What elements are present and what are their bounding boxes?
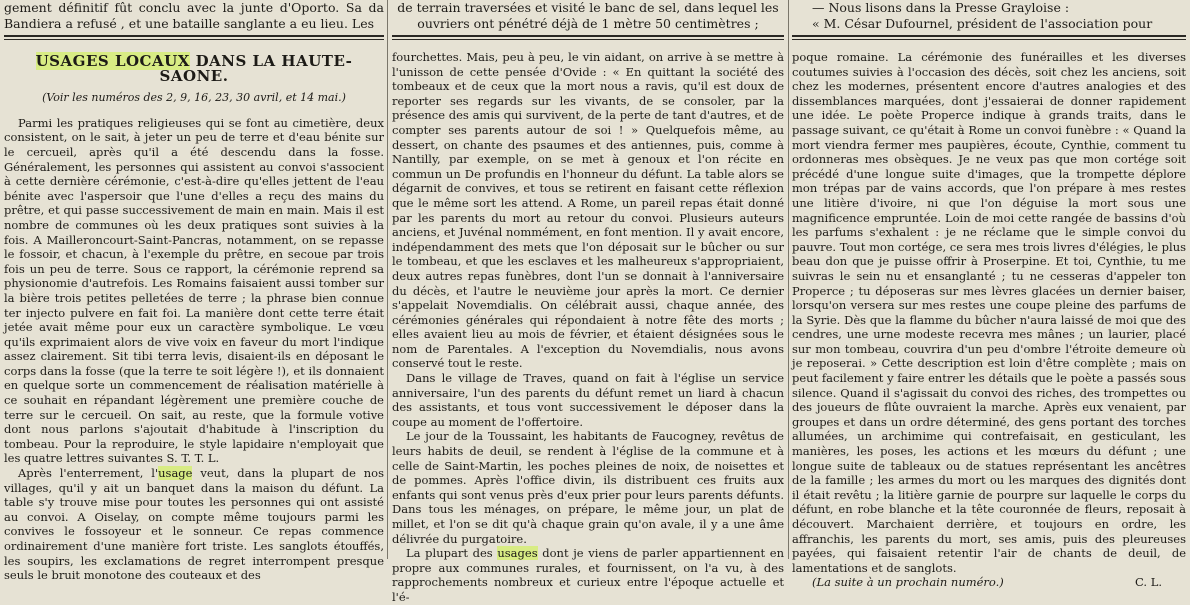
column-3-top-line-2: « M. César Dufournel, président de l'association pour: [812, 15, 1153, 31]
section-rule: [792, 35, 1186, 40]
p6-start: La plupart des: [406, 546, 498, 561]
highlight-usages: usages: [497, 546, 538, 561]
paragraph-4: Dans le village de Traves, quand on fait à l'église un service anniversaire, l'un des parents du défunt remet un liard à chacun des assistants, et tous vont successivement le déposer dans la coupe au moment de l'offertoire.: [392, 371, 784, 429]
paragraph-7: poque romaine. La cérémonie des funérailles et les diverses coutumes suivies à l'occasion des décès, soit chez les anciens, soit chez les modernes, présentent encore d'autres analogies et des dissemblances marquées, dont j'essaierai de donner rapidement une idée. Le poète Properce indique à grands traits, dans le passage suivant, ce qu'était à Rome un convoi funèbre : « Quand la mort viendra fermer mes paupières, écoute, Cynthie, comment tu ordonneras mes obsèques. Je ne veux pas que mon cortége soit précédé d'une longue suite d'images, que la trompette déplore mon trépas par de vains accords, que l'on prépare à mes restes une litière d'ivoire, ni que l'on déguise la mort sous une magnificence empruntée. Loin de moi cette rangée de bassins d'où les parfums s'exhalent : je ne réclame que le simple convoi du pauvre. Tout mon cortége, ce sera mes trois livres d'élégies, le plus beau don que je puisse offrir à Proserpine. Et toi, Cynthie, tu me suivras le sein nu et ensanglanté ; tu ne cesseras d'appeler ton Properce ; tu déposeras sur mes lèvres glacées un dernier baiser, lorsqu'on versera sur mes restes une coupe pleine des parfums de la Syrie. Dès que la flamme du bûcher n'aura laissé de moi que des cendres, une urne modeste recevra mes mânes ; un laurier, placé sur mon tombeau, couvrira d'un peu d'ombre l'étroite demeure où je reposerai. » Cette description est loin d'être complète ; mais on peut facilement y faire entrer les détails que le poète a passés sous silence. Quand il s'agissait du convoi des riches, des trompettes ou des joueurs de flûte ouvraient la marche. Après eux venaient, par groupes et dans un ordre déterminé, des gens portant des torches allumées, un archimime qui contrefaisait, en gesticulant, les manières, les poses, les actions et les mœurs du défunt ; une longue suite de tableaux ou de statues représentant les ancêtres de la famille ; les armes du mort ou les marques des dignités dont il était revêtu ; la litière garnie de pourpre sur laquelle le corps du défunt, en robe blanche et la tête couronnée de fleurs, reposait à découvert. Marchaient derrière, et toujours en ordre, les affranchis, les parents du mort, ses amis, puis des pleureuses payées, qui faisaient retentir l'air de chants de deuil, de lamentations et de sanglots.: [792, 50, 1187, 575]
column-1: [4, 0, 384, 583]
title-rest: DANS LA HAUTE-SAONE.: [159, 52, 353, 85]
paragraph-6: [392, 546, 784, 604]
column-2-top-text: de terrain traversées et visité le banc de sel, dans lequel les ouvriers ont pénétré déjà de 1 mètre 50 centimètres ;: [397, 0, 779, 31]
section-rule: [392, 35, 784, 40]
p6-rest: dont je viens de parler appartiennent en propre aux communes rurales, et fournissent, on l'a vu, à des rapprochements nombreux et curieux entre l'époque actuelle et l'é-: [392, 546, 785, 604]
paragraph-3: fourchettes. Mais, peu à peu, le vin aidant, on arrive à se mettre à l'unisson de cette pensée d'Ovide : « En quittant la société des tombeaux et de ceux que la mort nous a ravis, qu'il est doux de reporter ses regards sur les vivants, de se consoler, par la présence des amis qui survivent, de la perte de tant d'autres, et de compter ses parents autour de soi ! » Quelquefois même, au dessert, on chante des psaumes et des antiennes, puis, comme à Nantilly, par exemple, on se met à genoux et l'on récite en commun un De profundis en l'honneur du défunt. La table alors se dégarnit de convives, et tous se retirent en faisant cette réflexion que le même sort les attend. A Rome, un pareil repas était donné par les parents du mort au retour du convoi. Plusieurs auteurs anciens, et Juvénal nommément, en font mention. Il y avait encore, indépendamment des mets que l'on déposait sur le bûcher ou sur le tombeau, et que les esclaves et les malheureux s'appropriaient, deux autres repas funèbres, dont l'un se donnait à l'anniversaire du décès, et l'autre le neuvième jour après la mort. Ce dernier s'appelait Novemdialis. On célébrait aussi, chaque année, des cérémonies générales qui répondaient à notre fête des morts ; elles avaient lieu au mois de février, et étaient désignées sous le nom de Parentales. A l'exception du Novemdialis, nous avons conservé tout le reste.: [392, 50, 784, 371]
paragraph-2: [4, 466, 384, 583]
p2-start: Après l'enterrement, l': [18, 466, 159, 481]
column-2: [392, 0, 785, 604]
column-divider-left: [387, 0, 388, 559]
column-3: [792, 0, 1187, 590]
signature: C. L.: [1135, 575, 1162, 590]
column-divider-right: [788, 0, 789, 559]
article-title: [4, 54, 384, 83]
p2-rest: veut, dans la plupart de nos villages, qu'il y ait un banquet dans la maison du défunt. La table s'y trouve mise pour toutes les personnes qui ont assisté au convoi. A Oiselay, on compte même toujours parmi les convives le fossoyeur et le sonneur. Ce repas commence ordinairement d'une manière fort triste. Les sanglots étouffés, les soupirs, les exclamations de regret interrompent presque seuls le bruit monotone des couteaux et des: [4, 466, 384, 583]
continuation-line: [792, 575, 1186, 590]
paragraph-5: Le jour de la Toussaint, les habitants de Faucogney, revêtus de leurs habits de deuil, se rendent à l'église de la commune et à celle de Saint-Martin, les poches pleines de noix, de noisettes et de pommes. Après l'office divin, ils distribuent ces fruits aux enfants qui sont venus près d'eux prier pour leurs parents défunts. Dans tous les ménages, on prépare, le même jour, un plat de millet, et l'on se dit qu'à chaque grain qu'on avale, il y a une âme délivrée du purgatoire.: [392, 429, 784, 546]
column-1-top-text: gement définitif fût conclu avec la junte d'Oporto. Sa da Bandiera a refusé , et une bataille sanglante a eu lieu. Les: [4, 0, 384, 31]
section-rule: [4, 35, 384, 40]
title-highlight: USAGES LOCAUX: [35, 52, 190, 70]
continued-note: (La suite à un prochain numéro.): [812, 575, 1004, 590]
article-note: (Voir les numéros des 2, 9, 16, 23, 30 avril, et 14 mai.): [42, 91, 346, 105]
highlight-usage: usage: [158, 466, 193, 481]
paragraph-1: Parmi les pratiques religieuses qui se font au cimetière, deux consistent, on le sait, à jeter un peu de terre et d'eau bénite sur le cercueil, après qu'il a été descendu dans la fosse. Généralement, les personnes qui assistent au convoi s'associent à cette dernière cérémonie, c'est-à-dire qu'elles jettent de l'eau bénite avec l'aspersoir que l'une d'elles a reçu des mains du prêtre, et qui passe successivement de main en main. Mais il est nombre de communes où les deux pratiques sont suivies à la fois. A Mailleroncourt-Saint-Pancras, notamment, on se repasse le fossoir, et chacun, à l'exemple du prêtre, en secoue par trois fois un peu de terre. Sous ce rapport, la cérémonie reprend sa physionomie d'autrefois. Les Romains faisaient aussi tomber sur la bière trois petites pelletées de terre ; la phrase bien connue ter injecto pulvere en fait foi. La manière dont cette terre était jetée avait même pour eux un caractère symbolique. Le vœu qu'ils exprimaient alors de vive voix en faveur du mort l'indique assez clairement. Sit tibi terra levis, disaient-ils en déposant le corps dans la fosse (que la terre te soit légère !), et ils donnaient en quelque sorte un commencement de réalisation matérielle à ce souhait en répandant légèrement une première couche de terre sur le cercueil. On sait, au reste, que la formule votive dont nous parlons s'ajoutait d'habitude à l'inscription du tombeau. Pour la reproduire, le style lapidaire n'employait que les quatre lettres suivantes S. T. T. L.: [4, 115, 384, 466]
column-3-top-line-1: — Nous lisons dans la Presse Grayloise :: [812, 0, 1070, 15]
